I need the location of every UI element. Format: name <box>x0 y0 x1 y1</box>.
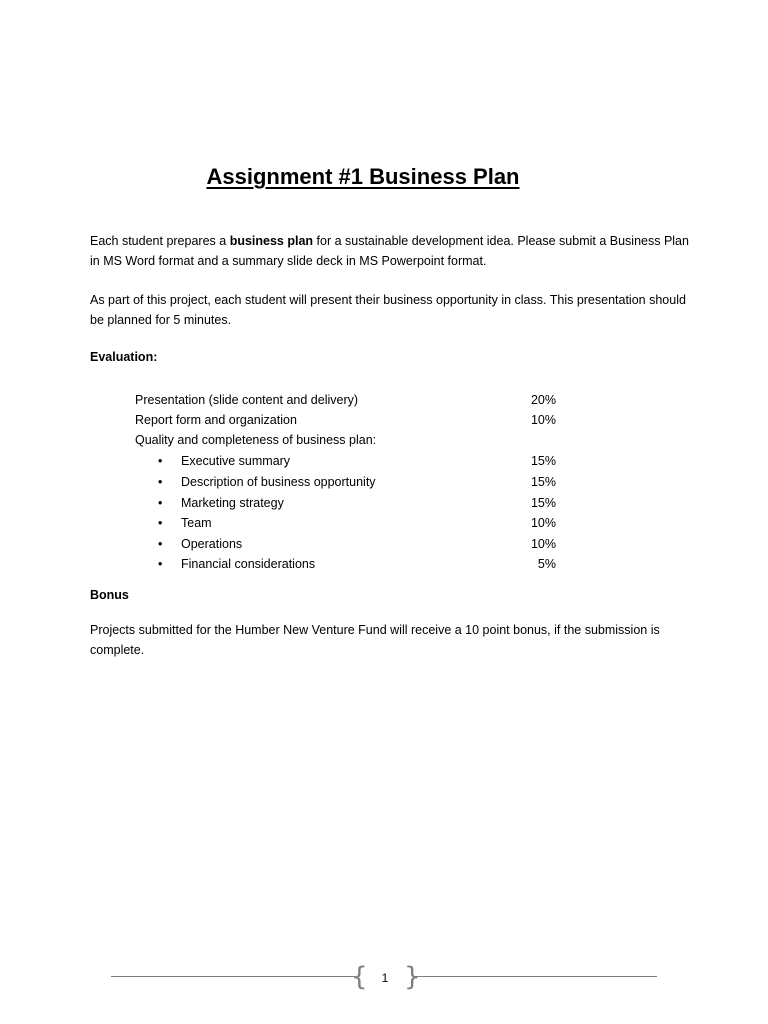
plan-component-percent: 15% <box>530 496 556 510</box>
plan-component-percent: 15% <box>530 475 556 489</box>
evaluation-item-percent: 10% <box>530 413 556 427</box>
intro-text-bold: business plan <box>229 234 314 248</box>
plan-component-label: Description of business opportunity <box>181 475 376 489</box>
evaluation-item-label: Presentation (slide content and delivery) <box>135 393 359 407</box>
intro-paragraph <box>90 231 690 271</box>
bullet-icon: • <box>158 496 163 510</box>
evaluation-heading: Evaluation: <box>90 350 158 364</box>
page-number: 1 <box>381 971 389 985</box>
footer-rule-left <box>111 976 356 977</box>
bullet-icon: • <box>158 475 163 489</box>
plan-component-percent: 10% <box>530 516 556 530</box>
plan-component-percent: 15% <box>530 454 556 468</box>
bonus-heading: Bonus <box>90 588 129 602</box>
bullet-icon: • <box>158 516 163 530</box>
left-brace-icon: { <box>351 962 368 992</box>
evaluation-item-percent: 20% <box>530 393 556 407</box>
plan-component-label: Operations <box>181 537 243 551</box>
document-title <box>0 164 726 190</box>
plan-component-label: Financial considerations <box>181 557 316 571</box>
bullet-icon: • <box>158 537 163 551</box>
intro-text-after: for a sustainable development idea. Please submit a Business Plan in MS Word format and a summary slide deck in MS Powerpoint format. <box>90 234 689 268</box>
right-brace-icon: } <box>404 962 421 992</box>
evaluation-item-label: Report form and organization <box>135 413 297 427</box>
footer-rule-right <box>414 976 657 977</box>
presentation-paragraph: As part of this project, each student will present their business opportunity in class. This presentation should be planned for 5 minutes. <box>90 293 686 327</box>
intro-text-before: Each student prepares a <box>90 234 230 248</box>
plan-component-label: Executive summary <box>181 454 291 468</box>
document-title-text: Assignment #1 Business Plan <box>206 164 520 189</box>
bullet-icon: • <box>158 454 163 468</box>
bonus-paragraph: Projects submitted for the Humber New Venture Fund will receive a 10 point bonus, if the submission is complete. <box>90 623 660 657</box>
plan-component-percent: 10% <box>530 537 556 551</box>
evaluation-item-label: Quality and completeness of business plan: <box>135 433 377 447</box>
plan-component-label: Marketing strategy <box>181 496 284 510</box>
bullet-icon: • <box>158 557 163 571</box>
plan-component-label: Team <box>181 516 212 530</box>
plan-component-percent: 5% <box>537 557 556 571</box>
